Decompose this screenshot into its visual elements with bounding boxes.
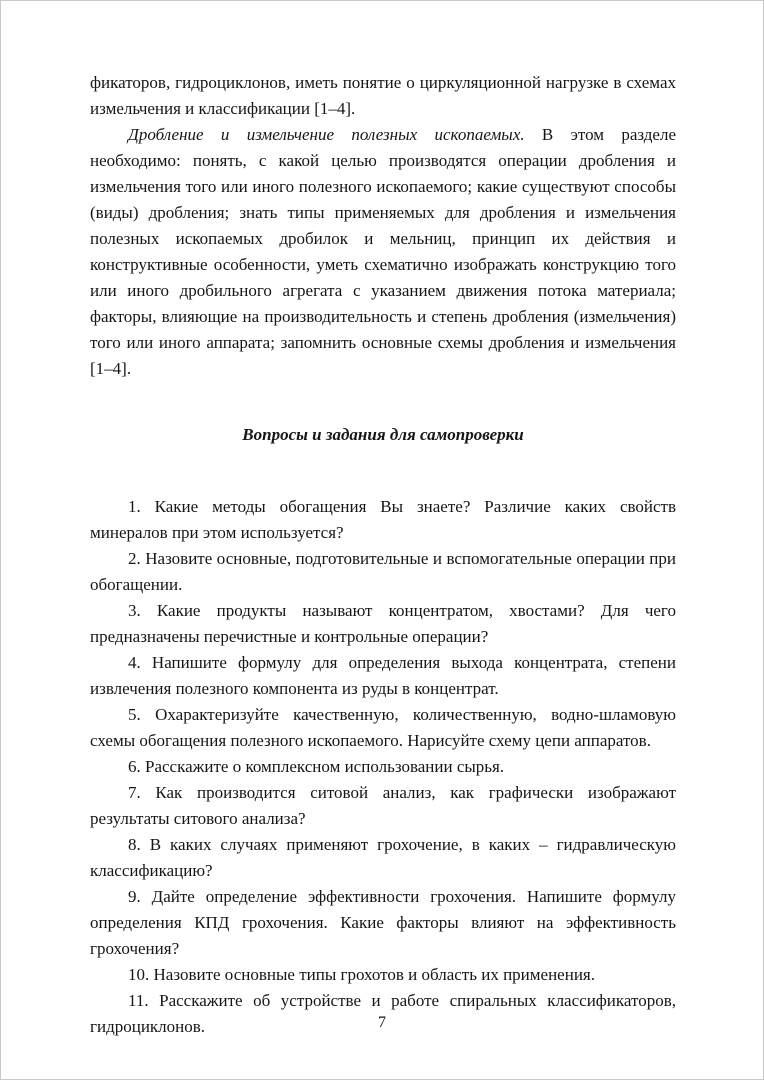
- question-item: 4. Напишите формулу для определения выхода концентрата, степени извлечения полезного компонента из руды в концентрат.: [90, 653, 676, 698]
- paragraph-continuation: фикаторов, гидроциклонов, иметь понятие о циркуляционной нагрузке в схемах измельчения и классификации [1–4].: [90, 73, 676, 118]
- question-item: 9. Дайте определение эффективности грохочения. Напишите формулу определения КПД грохочения. Какие факторы влияют на эффективность грохочения?: [90, 887, 676, 958]
- question-item: 7. Как производится ситовой анализ, как графически изображают результаты ситового анализа?: [90, 783, 676, 828]
- question-item: 6. Расскажите о комплексном использовании сырья.: [128, 757, 505, 776]
- page-number: 7: [378, 1014, 386, 1031]
- section-heading: Вопросы и задания для самопроверки: [242, 425, 524, 444]
- questions-list: [90, 494, 676, 1040]
- paragraph-lead-italic: Дробление и измельчение полезных ископаемых.: [128, 125, 525, 144]
- paragraph-crushing-grinding: [90, 122, 676, 382]
- intro-section: [90, 70, 676, 382]
- question-item: 3. Какие продукты называют концентратом, хвостами? Для чего предназначены перечистные и контрольные операции?: [90, 601, 676, 646]
- question-item: 10. Назовите основные типы грохотов и область их применения.: [128, 965, 595, 984]
- question-item: 11. Расскажите об устройстве и работе спиральных классификаторов, гидроциклонов.: [90, 991, 676, 1036]
- paragraph-lead-rest: В этом разделе необходимо: понять, с какой целью производятся операции дробления и измельчения того или иного полезного ископаемого; какие существуют способы (виды) дробления; знать типы применяемых для дробления и измельчения полезных ископаемых дробилок и мельниц, принцип их действия и конструктивные особенности, уметь схематично изображать конструкцию того или иного дробильного агрегата с указанием движения потока материала; факторы, влияющие на производительность и степень дробления (измельчения) того или иного аппарата; запомнить основные схемы дробления и измельчения [1–4].: [90, 125, 677, 378]
- question-item: 1. Какие методы обогащения Вы знаете? Различие каких свойств минералов при этом используется?: [90, 497, 676, 542]
- question-item: 5. Охарактеризуйте качественную, количественную, водно-шламовую схемы обогащения полезного ископаемого. Нарисуйте схему цепи аппаратов.: [90, 705, 676, 750]
- question-item: 8. В каких случаях применяют грохочение, в каких – гидравлическую классификацию?: [90, 835, 676, 880]
- question-item: 2. Назовите основные, подготовительные и вспомогательные операции при обогащении.: [90, 549, 676, 594]
